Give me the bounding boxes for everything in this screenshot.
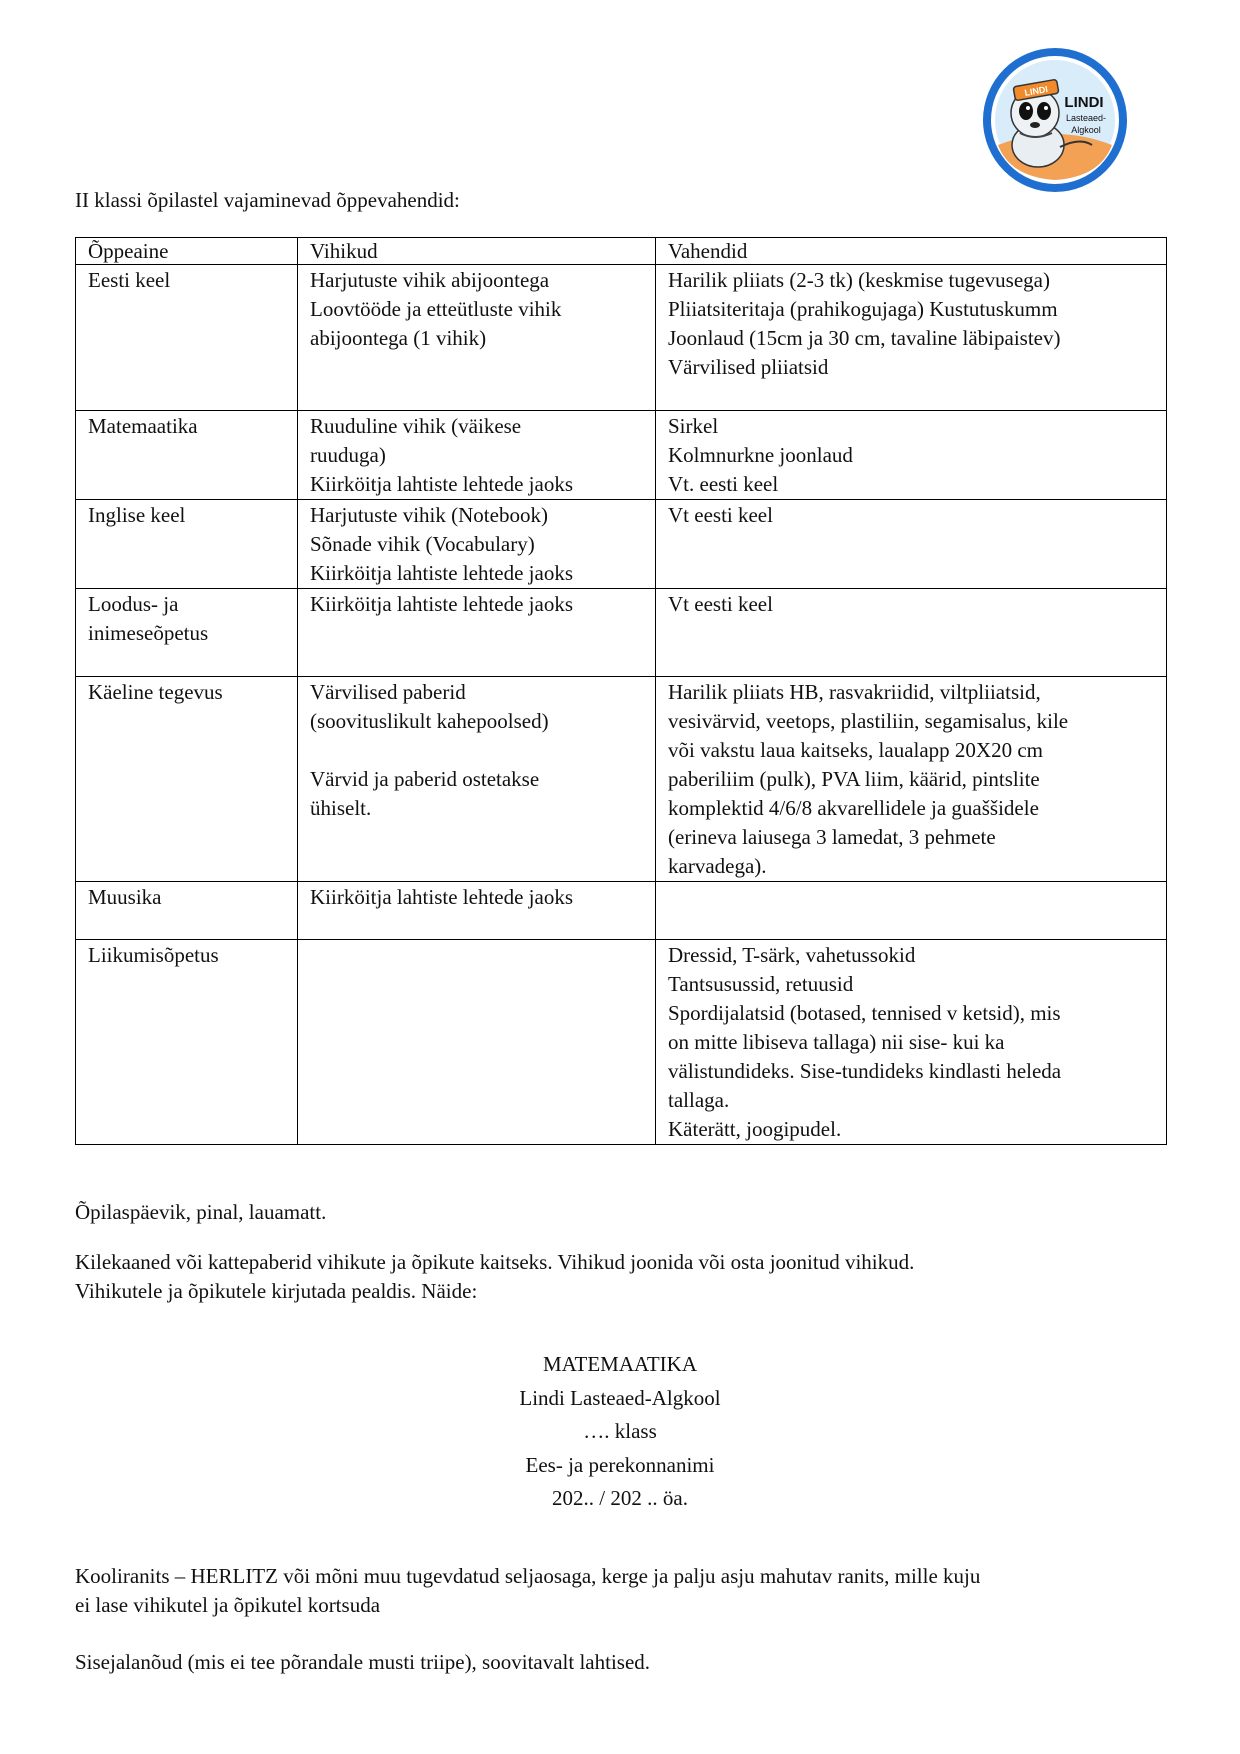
cell-line: Harjutuste vihik abijoontega bbox=[310, 268, 550, 292]
cell-line: Pliiatsiteritaja (prahikogujaga) Kustutuskumm bbox=[668, 297, 1058, 321]
cell-line: Muusika bbox=[88, 885, 162, 909]
cell-line: Kiirköitja lahtiste lehtede jaoks bbox=[310, 885, 574, 909]
subject-cell bbox=[76, 265, 298, 411]
cell-line: abijoontega (1 vihik) bbox=[310, 326, 487, 350]
cell-line: Spordijalatsid (botased, tennised v ketsid), mis bbox=[668, 1001, 1061, 1025]
cell-line: ühiselt. bbox=[310, 796, 372, 820]
school-logo bbox=[980, 45, 1130, 195]
subject-cell bbox=[76, 882, 298, 940]
example-label-name: Ees- ja perekonnanimi bbox=[525, 1452, 715, 1477]
example-label-subject: MATEMAATIKA bbox=[543, 1352, 697, 1376]
subject-cell bbox=[76, 411, 298, 500]
paragraph-backpack-line: Kooliranits – HERLITZ või mõni muu tugevdatud seljaosaga, kerge ja palju asju mahutav ranits, mille kuju bbox=[75, 1564, 981, 1588]
notebooks-cell bbox=[298, 882, 656, 940]
example-label-year: 202.. / 202 .. öa. bbox=[552, 1486, 688, 1510]
supplies-cell bbox=[656, 500, 1167, 589]
table-row bbox=[76, 940, 1167, 1145]
cell-line: Eesti keel bbox=[88, 268, 171, 292]
cell-line: Kiirköitja lahtiste lehtede jaoks bbox=[310, 592, 574, 616]
svg-text:Algkool: Algkool bbox=[1071, 125, 1101, 135]
cell-line: Sõnade vihik (Vocabulary) bbox=[310, 532, 535, 556]
svg-text:LINDI: LINDI bbox=[1064, 94, 1104, 111]
supplies-cell bbox=[656, 265, 1167, 411]
cell-line: Vt. eesti keel bbox=[668, 472, 779, 496]
cell-line: inimeseõpetus bbox=[88, 621, 209, 645]
cell-line: Vt eesti keel bbox=[668, 592, 773, 616]
column-header-supplies: Vahendid bbox=[656, 238, 1167, 265]
cell-line: Värvid ja paberid ostetakse bbox=[310, 767, 540, 791]
cell-line: ruuduga) bbox=[310, 443, 386, 467]
cell-line: Kiirköitja lahtiste lehtede jaoks bbox=[310, 561, 574, 585]
table-body bbox=[76, 265, 1167, 1145]
page-heading: II klassi õpilastel vajaminevad õppevahendid: bbox=[75, 188, 460, 212]
subject-cell bbox=[76, 589, 298, 677]
paragraph-covers-line: Kilekaaned või kattepaberid vihikute ja õpikute kaitseks. Vihikud joonida või osta joonitud vihikud. bbox=[75, 1250, 915, 1274]
cell-line: on mitte libiseva tallaga) nii sise- kui ka bbox=[668, 1030, 1005, 1054]
notebooks-cell bbox=[298, 500, 656, 589]
cell-line: karvadega). bbox=[668, 854, 767, 878]
supplies-cell bbox=[656, 411, 1167, 500]
table-row bbox=[76, 882, 1167, 940]
cell-line bbox=[310, 736, 643, 765]
paragraph-indoor-shoes: Sisejalanõud (mis ei tee põrandale musti triipe), soovitavalt lahtised. bbox=[75, 1650, 651, 1674]
cell-line: Harilik pliiats HB, rasvakriidid, viltpliiatsid, bbox=[668, 680, 1041, 704]
supplies-cell bbox=[656, 677, 1167, 882]
subject-cell bbox=[76, 677, 298, 882]
svg-text:LINDI: LINDI bbox=[1023, 84, 1049, 98]
column-header-notebooks: Vihikud bbox=[298, 238, 656, 265]
cell-line: Kolmnurkne joonlaud bbox=[668, 443, 853, 467]
cell-line: või vakstu laua kaitseks, laualapp 20X20 cm bbox=[668, 738, 1043, 762]
paragraph-covers-line: Vihikutele ja õpikutele kirjutada pealdis. Näide: bbox=[75, 1279, 478, 1303]
cell-line: Harilik pliiats (2-3 tk) (keskmise tugevusega) bbox=[668, 268, 1050, 292]
cell-line: komplektid 4/6/8 akvarellidele ja guaššidele bbox=[668, 796, 1039, 820]
supplies-table bbox=[75, 237, 1167, 1145]
cell-line: tallaga. bbox=[668, 1088, 730, 1112]
table-row bbox=[76, 500, 1167, 589]
cell-line: (soovituslikult kahepoolsed) bbox=[310, 709, 549, 733]
table-header-row bbox=[76, 238, 1167, 265]
notebooks-cell bbox=[298, 677, 656, 882]
cell-line: Käeline tegevus bbox=[88, 680, 223, 704]
paragraph-backpack bbox=[75, 1562, 1175, 1620]
example-label-school: Lindi Lasteaed-Algkool bbox=[519, 1385, 721, 1410]
cell-line: paberiliim (pulk), PVA liim, käärid, pintslite bbox=[668, 767, 1040, 791]
cell-line: Inglise keel bbox=[88, 503, 186, 527]
notebooks-cell bbox=[298, 589, 656, 677]
table-row bbox=[76, 589, 1167, 677]
cell-line: vesivärvid, veetops, plastiliin, segamisalus, kile bbox=[668, 709, 1069, 733]
cell-line: Loovtööde ja etteütluste vihik bbox=[310, 297, 562, 321]
cell-line: Kiirköitja lahtiste lehtede jaoks bbox=[310, 472, 574, 496]
paragraph-backpack-line: ei lase vihikutel ja õpikutel kortsuda bbox=[75, 1593, 381, 1617]
notebooks-cell bbox=[298, 940, 656, 1145]
paragraph-covers bbox=[75, 1248, 1175, 1306]
subject-cell bbox=[76, 940, 298, 1145]
table-row bbox=[76, 677, 1167, 882]
cell-line: Loodus- ja bbox=[88, 592, 179, 616]
cell-line: Joonlaud (15cm ja 30 cm, tavaline läbipaistev) bbox=[668, 326, 1061, 350]
cell-line: Vt eesti keel bbox=[668, 503, 773, 527]
cell-line: Harjutuste vihik (Notebook) bbox=[310, 503, 548, 527]
cell-line: Tantsusussid, retuusid bbox=[668, 972, 854, 996]
cell-line: Dressid, T-särk, vahetussokid bbox=[668, 943, 916, 967]
subject-cell bbox=[76, 500, 298, 589]
paragraph-diary: Õpilaspäevik, pinal, lauamatt. bbox=[75, 1200, 327, 1224]
cell-line: Liikumisõpetus bbox=[88, 943, 219, 967]
table-row bbox=[76, 411, 1167, 500]
example-label bbox=[0, 1348, 1240, 1516]
column-header-subject: Õppeaine bbox=[76, 238, 298, 265]
cell-line: Värvilised paberid bbox=[310, 680, 466, 704]
supplies-cell bbox=[656, 940, 1167, 1145]
table-row bbox=[76, 265, 1167, 411]
supplies-cell bbox=[656, 882, 1167, 940]
cell-line: välistundideks. Sise-tundideks kindlasti heleda bbox=[668, 1059, 1062, 1083]
cell-line: Värvilised pliiatsid bbox=[668, 355, 829, 379]
cell-line: (erineva laiusega 3 lamedat, 3 pehmete bbox=[668, 825, 996, 849]
example-label-class: …. klass bbox=[583, 1419, 657, 1443]
notebooks-cell bbox=[298, 265, 656, 411]
cell-line: Käterätt, joogipudel. bbox=[668, 1117, 842, 1141]
supplies-cell bbox=[656, 589, 1167, 677]
cell-line: Sirkel bbox=[668, 414, 719, 438]
cell-line: Matemaatika bbox=[88, 414, 198, 438]
notebooks-cell bbox=[298, 411, 656, 500]
cell-line: Ruuduline vihik (väikese bbox=[310, 414, 522, 438]
svg-text:Lasteaed-: Lasteaed- bbox=[1065, 113, 1107, 123]
